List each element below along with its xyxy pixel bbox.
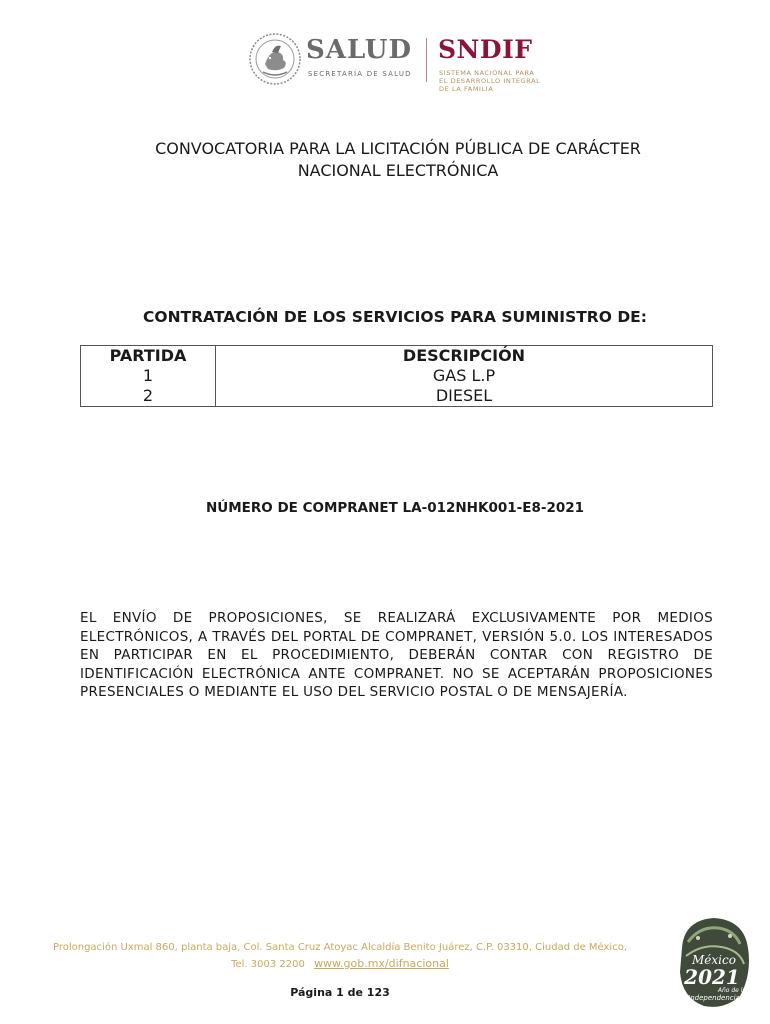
title-line-2: NACIONAL ELECTRÓNICA xyxy=(297,161,499,180)
table-header-row xyxy=(81,346,713,367)
sndif-wordmark: SNDIF xyxy=(438,35,533,64)
website-link[interactable]: www.gob.mx/difnacional xyxy=(314,957,449,970)
section-heading: CONTRATACIÓN DE LOS SERVICIOS PARA SUMINISTRO DE: xyxy=(143,308,647,326)
logo-text-independencia: Independencia xyxy=(688,994,740,1002)
table-row xyxy=(81,366,713,386)
address-text: Prolongación Uxmal 860, planta baja, Col. Santa Cruz Atoyac Alcaldía Benito Juárez, C.P. 03310, Ciudad de México, xyxy=(52,942,628,953)
header-logos xyxy=(248,32,548,96)
header-partida: PARTIDA xyxy=(81,346,216,367)
phone-text: Tel. 3003 2200 xyxy=(231,959,305,970)
document-title xyxy=(95,138,701,182)
logo-text-mexico: México xyxy=(692,953,736,967)
cell-descripcion: GAS L.P xyxy=(216,366,713,386)
sndif-subtitle-line: SISTEMA NACIONAL PARA xyxy=(439,69,535,77)
title-line-1: CONVOCATORIA PARA LA LICITACIÓN PÚBLICA DE CARÁCTER xyxy=(155,139,641,158)
page-number: Página 1 de 123 xyxy=(290,986,390,999)
footer-address xyxy=(40,940,640,973)
header-descripcion: DESCRIPCIÓN xyxy=(216,346,713,367)
items-table xyxy=(80,345,713,407)
mexico-2021-logo-icon xyxy=(674,912,754,1012)
compranet-number: NÚMERO DE COMPRANET LA-012NHK001-E8-2021 xyxy=(205,500,585,516)
table-row xyxy=(81,386,713,407)
logo-divider xyxy=(426,38,427,82)
logo-text-year: 2021 xyxy=(684,965,740,989)
cell-partida: 2 xyxy=(81,386,216,407)
mexican-seal-icon xyxy=(248,32,302,86)
sndif-subtitle-line: DE LA FAMILIA xyxy=(439,85,494,93)
sndif-subtitle-line: EL DESARROLLO INTEGRAL xyxy=(439,77,541,85)
notice-paragraph: EL ENVÍO DE PROPOSICIONES, SE REALIZARÁ EXCLUSIVAMENTE POR MEDIOS ELECTRÓNICOS, A TRAVÉS DEL PORTAL DE COMPRANET, VERSIÓN 5.0. LOS INTERESADOS EN PARTICIPAR EN EL PROCEDIMIENTO, DEBERÁN CONTAR CON REGISTRO DE IDENTIFICACIÓN ELECTRÓNICA ANTE COMPRANET. NO SE ACEPTARÁN PROPOSICIONES PRESENCIALES O MEDIANTE EL USO DEL SERVICIO POSTAL O DE MENSAJERÍA. xyxy=(80,610,713,700)
cell-descripcion: DIESEL xyxy=(216,386,713,407)
cell-partida: 1 xyxy=(81,366,216,386)
salud-subtitle: SECRETARÍA DE SALUD xyxy=(308,70,412,78)
salud-wordmark: SALUD xyxy=(306,35,413,65)
logo-text-ano: Año de la xyxy=(717,987,747,994)
